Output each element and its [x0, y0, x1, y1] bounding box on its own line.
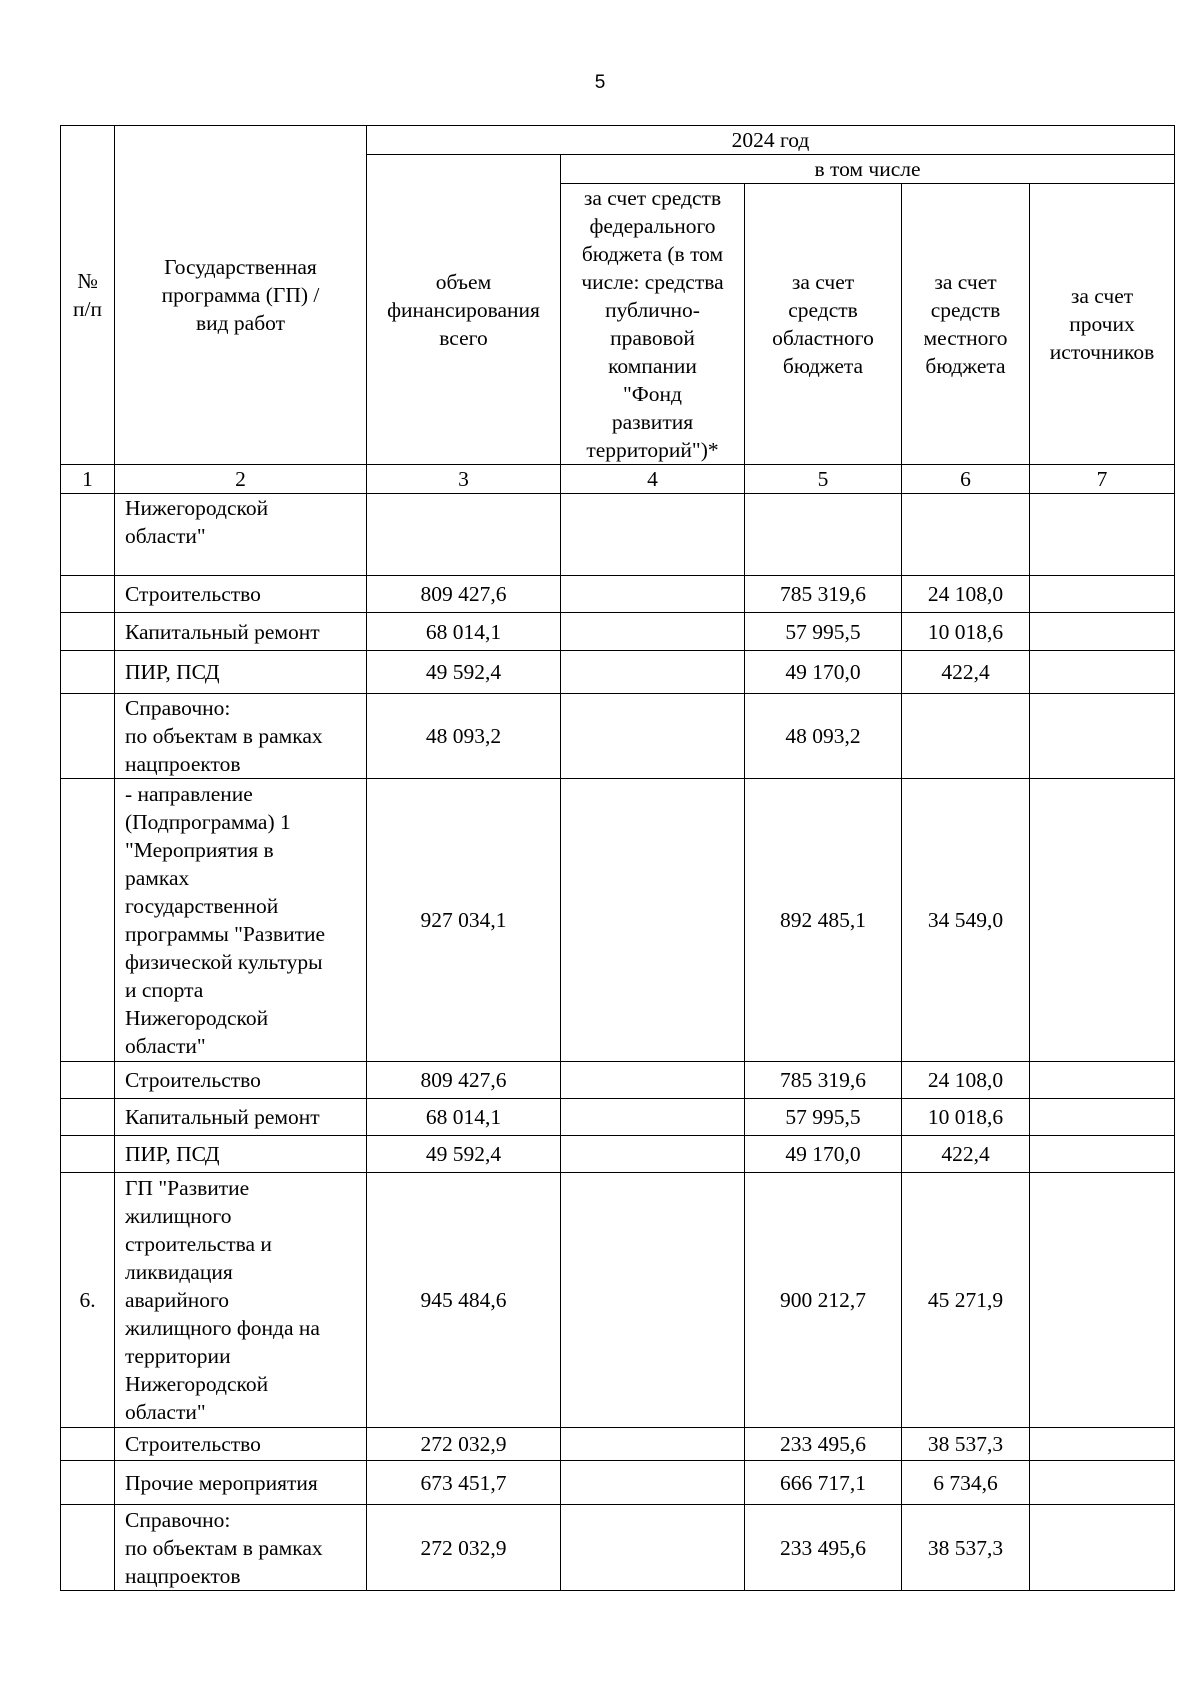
row-name: Капитальный ремонт — [115, 613, 367, 651]
table-row — [61, 651, 1175, 694]
row-regional: 48 093,2 — [745, 694, 902, 779]
table-row — [61, 1099, 1175, 1136]
row-total: 272 032,9 — [367, 1428, 561, 1461]
table-row — [61, 576, 1175, 613]
header-col-total: объем финансирования всего — [367, 155, 561, 465]
table-header — [61, 126, 1175, 494]
row-number — [61, 1062, 115, 1099]
row-local: 10 018,6 — [902, 1099, 1030, 1136]
row-name: ПИР, ПСД — [115, 1136, 367, 1173]
column-index: 5 — [745, 465, 902, 494]
row-total: 945 484,6 — [367, 1173, 561, 1428]
row-other — [1030, 613, 1175, 651]
row-name: ПИР, ПСД — [115, 651, 367, 694]
header-col-regional: за счет средств областного бюджета — [745, 184, 902, 465]
budget-table — [60, 125, 1175, 1591]
row-number — [61, 494, 115, 576]
header-col-federal: за счет средств федерального бюджета (в том числе: средства публично- правовой компании "Фонд развития территорий")* — [561, 184, 745, 465]
header-col-no: № п/п — [61, 126, 115, 465]
column-index: 3 — [367, 465, 561, 494]
row-name: Нижегородской области" — [115, 494, 367, 576]
row-other — [1030, 779, 1175, 1062]
row-total: 68 014,1 — [367, 1099, 561, 1136]
row-other — [1030, 1428, 1175, 1461]
row-name: ГП "Развитие жилищного строительства и ликвидация аварийного жилищного фонда на территории Нижегородской области" — [115, 1173, 367, 1428]
table-row — [61, 494, 1175, 576]
row-local: 422,4 — [902, 651, 1030, 694]
column-index: 2 — [115, 465, 367, 494]
row-total: 49 592,4 — [367, 651, 561, 694]
row-federal — [561, 694, 745, 779]
row-total: 927 034,1 — [367, 779, 561, 1062]
row-number — [61, 1099, 115, 1136]
row-federal — [561, 576, 745, 613]
table-row — [61, 694, 1175, 779]
row-federal — [561, 1428, 745, 1461]
row-total: 809 427,6 — [367, 576, 561, 613]
row-other — [1030, 576, 1175, 613]
header-col-other: за счет прочих источников — [1030, 184, 1175, 465]
row-federal — [561, 1173, 745, 1428]
row-regional: 900 212,7 — [745, 1173, 902, 1428]
row-federal — [561, 1136, 745, 1173]
row-name: Справочно: по объектам в рамках нацпроектов — [115, 1505, 367, 1591]
row-local — [902, 694, 1030, 779]
row-federal — [561, 779, 745, 1062]
row-other — [1030, 494, 1175, 576]
row-federal — [561, 1062, 745, 1099]
row-local: 38 537,3 — [902, 1505, 1030, 1591]
row-number — [61, 1505, 115, 1591]
table-row — [61, 1461, 1175, 1505]
row-name: Строительство — [115, 1062, 367, 1099]
row-federal — [561, 1461, 745, 1505]
row-name: Строительство — [115, 576, 367, 613]
row-regional: 233 495,6 — [745, 1505, 902, 1591]
row-total: 49 592,4 — [367, 1136, 561, 1173]
row-total: 48 093,2 — [367, 694, 561, 779]
row-local: 45 271,9 — [902, 1173, 1030, 1428]
row-total: 68 014,1 — [367, 613, 561, 651]
row-name: Прочие мероприятия — [115, 1461, 367, 1505]
row-other — [1030, 1062, 1175, 1099]
header-col-local: за счет средств местного бюджета — [902, 184, 1030, 465]
row-regional: 785 319,6 — [745, 576, 902, 613]
row-local: 24 108,0 — [902, 1062, 1030, 1099]
row-local: 6 734,6 — [902, 1461, 1030, 1505]
row-other — [1030, 1461, 1175, 1505]
table-row — [61, 1173, 1175, 1428]
row-total — [367, 494, 561, 576]
row-number — [61, 1461, 115, 1505]
row-other — [1030, 1173, 1175, 1428]
row-number — [61, 651, 115, 694]
row-federal — [561, 651, 745, 694]
table-row — [61, 1505, 1175, 1591]
header-including: в том числе — [561, 155, 1175, 184]
row-name: Строительство — [115, 1428, 367, 1461]
row-federal — [561, 494, 745, 576]
page-number: 5 — [594, 72, 606, 93]
row-name: - направление (Подпрограмма) 1 "Мероприятия в рамках государственной программы "Развитие физической культуры и спорта Нижегородской области" — [115, 779, 367, 1062]
row-local — [902, 494, 1030, 576]
column-index: 6 — [902, 465, 1030, 494]
row-number — [61, 613, 115, 651]
row-local: 34 549,0 — [902, 779, 1030, 1062]
table-row — [61, 1428, 1175, 1461]
row-number — [61, 694, 115, 779]
row-regional: 49 170,0 — [745, 651, 902, 694]
row-number: 6. — [61, 1173, 115, 1428]
header-col-name: Государственная программа (ГП) / вид работ — [115, 126, 367, 465]
row-regional: 233 495,6 — [745, 1428, 902, 1461]
table-row — [61, 1062, 1175, 1099]
row-regional — [745, 494, 902, 576]
row-number — [61, 1136, 115, 1173]
row-other — [1030, 1099, 1175, 1136]
row-federal — [561, 1505, 745, 1591]
row-federal — [561, 1099, 745, 1136]
row-total: 272 032,9 — [367, 1505, 561, 1591]
row-local: 10 018,6 — [902, 613, 1030, 651]
row-regional: 57 995,5 — [745, 1099, 902, 1136]
row-regional: 666 717,1 — [745, 1461, 902, 1505]
table-row — [61, 613, 1175, 651]
row-number — [61, 1428, 115, 1461]
row-regional: 785 319,6 — [745, 1062, 902, 1099]
row-total: 809 427,6 — [367, 1062, 561, 1099]
row-name: Справочно: по объектам в рамках нацпроектов — [115, 694, 367, 779]
column-index: 1 — [61, 465, 115, 494]
row-local: 422,4 — [902, 1136, 1030, 1173]
row-federal — [561, 613, 745, 651]
column-index: 4 — [561, 465, 745, 494]
row-other — [1030, 694, 1175, 779]
row-local: 24 108,0 — [902, 576, 1030, 613]
row-regional: 49 170,0 — [745, 1136, 902, 1173]
row-regional: 57 995,5 — [745, 613, 902, 651]
row-total: 673 451,7 — [367, 1461, 561, 1505]
row-number — [61, 576, 115, 613]
row-name: Капитальный ремонт — [115, 1099, 367, 1136]
row-other — [1030, 651, 1175, 694]
table-row — [61, 779, 1175, 1062]
row-regional: 892 485,1 — [745, 779, 902, 1062]
column-index-row — [61, 465, 1175, 494]
row-other — [1030, 1505, 1175, 1591]
row-number — [61, 779, 115, 1062]
header-year: 2024 год — [367, 126, 1175, 155]
row-local: 38 537,3 — [902, 1428, 1030, 1461]
column-index: 7 — [1030, 465, 1175, 494]
row-other — [1030, 1136, 1175, 1173]
table-row — [61, 1136, 1175, 1173]
